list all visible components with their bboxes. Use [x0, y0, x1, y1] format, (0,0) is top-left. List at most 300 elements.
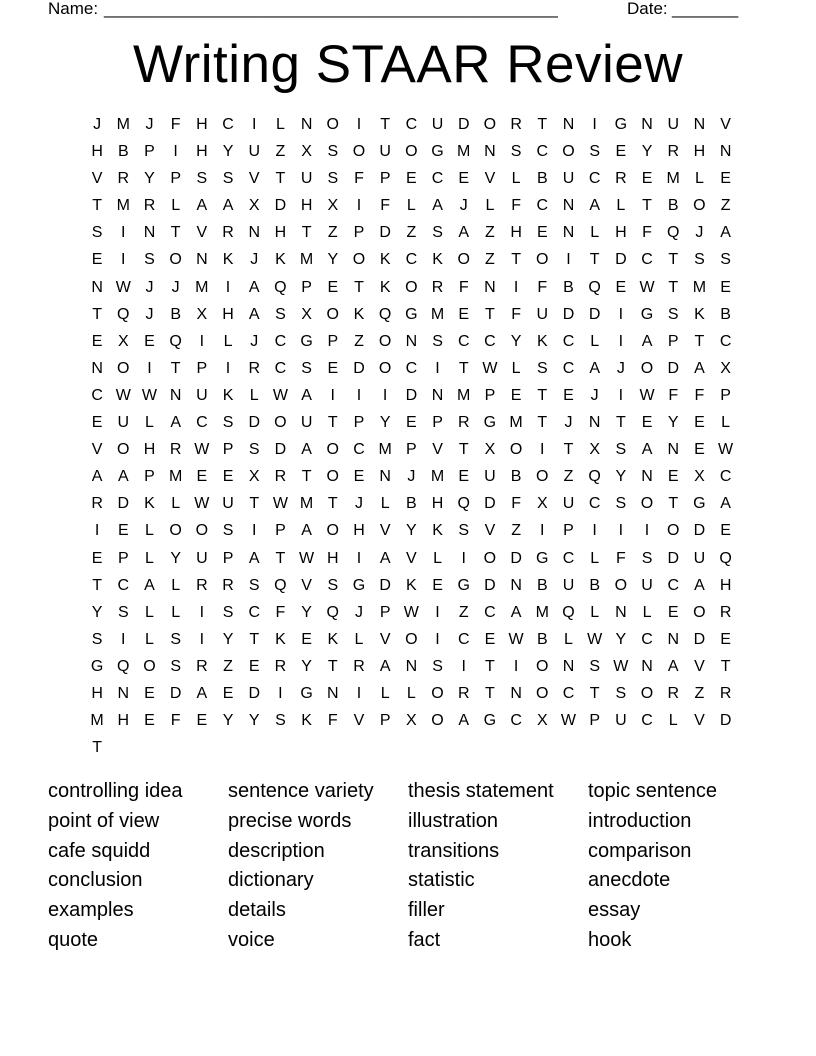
- word-list-item: controlling idea: [48, 780, 183, 802]
- grid-letter: N: [562, 657, 575, 675]
- grid-letter: I: [356, 386, 362, 404]
- grid-letter: K: [301, 712, 312, 730]
- grid-letter: H: [143, 441, 156, 459]
- grid-letter: X: [536, 712, 548, 730]
- grid-letter: V: [91, 170, 103, 188]
- grid-letter: W: [508, 630, 524, 648]
- grid-letter: R: [457, 414, 470, 432]
- grid-letter: C: [562, 359, 575, 377]
- grid-letter: A: [641, 441, 653, 459]
- grid-letter: V: [432, 441, 443, 459]
- grid-letter: D: [248, 414, 260, 432]
- grid-letter: X: [117, 332, 129, 350]
- grid-letter: A: [248, 278, 260, 296]
- grid-letter: A: [694, 359, 705, 377]
- grid-letter: R: [274, 657, 287, 675]
- grid-letter: R: [143, 197, 156, 215]
- grid-letter: D: [484, 576, 496, 594]
- grid-letter: M: [90, 712, 104, 730]
- grid-letter: O: [666, 522, 680, 540]
- grid-letter: S: [615, 495, 627, 513]
- grid-letter: N: [169, 386, 182, 404]
- grid-letter: R: [196, 657, 208, 675]
- grid-letter: I: [382, 386, 388, 404]
- grid-letter: Y: [615, 630, 627, 648]
- grid-letter: K: [144, 495, 155, 513]
- grid-letter: T: [249, 630, 260, 648]
- grid-letter: K: [406, 576, 417, 594]
- grid-letter: D: [457, 116, 470, 133]
- grid-letter: Y: [667, 414, 679, 432]
- grid-letter: L: [275, 116, 285, 133]
- grid-letter: I: [147, 359, 152, 377]
- grid-letter: O: [536, 657, 549, 675]
- grid-letter: Y: [406, 522, 417, 540]
- grid-letter: O: [509, 441, 523, 459]
- grid-letter: W: [194, 441, 210, 459]
- grid-letter: T: [563, 441, 574, 459]
- grid-letter: U: [196, 386, 208, 404]
- grid-letter: S: [720, 251, 731, 269]
- grid-letter: S: [432, 332, 443, 350]
- grid-letter: K: [379, 278, 391, 296]
- grid-letter: E: [91, 251, 103, 269]
- grid-letter: J: [250, 332, 259, 350]
- grid-letter: R: [91, 495, 103, 513]
- grid-letter: O: [352, 251, 366, 269]
- grid-letter: Q: [719, 549, 732, 567]
- grid-letter: I: [566, 251, 571, 269]
- grid-letter: L: [485, 197, 495, 215]
- grid-letter: I: [618, 305, 624, 323]
- grid-letter: T: [720, 657, 731, 675]
- grid-letter: U: [300, 414, 313, 432]
- grid-letter: K: [275, 251, 286, 269]
- grid-letter: U: [562, 170, 575, 188]
- grid-letter: N: [327, 684, 339, 702]
- grid-letter: R: [431, 278, 444, 296]
- grid-letter: D: [353, 359, 365, 377]
- grid-letter: S: [275, 305, 286, 323]
- grid-letter: E: [641, 414, 653, 432]
- grid-letter: R: [667, 143, 679, 161]
- grid-letter: P: [720, 386, 731, 404]
- grid-letter: T: [537, 414, 548, 432]
- grid-letter: I: [540, 441, 545, 459]
- grid-letter: N: [405, 657, 418, 675]
- grid-letter: G: [405, 305, 418, 323]
- grid-letter: L: [590, 549, 600, 567]
- grid-letter: H: [91, 143, 103, 161]
- grid-letter: T: [301, 224, 312, 242]
- grid-letter: T: [301, 468, 312, 486]
- grid-letter: E: [327, 359, 339, 377]
- grid-letter: D: [615, 251, 627, 269]
- grid-letter: N: [641, 657, 653, 675]
- grid-letter: L: [616, 197, 626, 215]
- grid-letter: E: [458, 305, 470, 323]
- grid-letter: T: [380, 116, 391, 133]
- grid-letter: O: [640, 684, 654, 702]
- grid-letter: T: [485, 305, 495, 323]
- grid-letter: B: [170, 305, 181, 323]
- grid-letter: G: [90, 657, 104, 675]
- grid-letter: S: [144, 251, 155, 269]
- grid-letter: L: [511, 359, 521, 377]
- grid-letter: L: [171, 495, 181, 513]
- grid-letter: E: [458, 468, 470, 486]
- grid-letter: V: [694, 657, 705, 675]
- grid-letter: B: [117, 143, 129, 161]
- word-list-item: sentence variety: [228, 780, 374, 802]
- grid-letter: K: [222, 251, 234, 269]
- grid-letter: Q: [588, 468, 601, 486]
- grid-letter: F: [275, 603, 286, 621]
- grid-letter: P: [301, 278, 312, 296]
- grid-letter: I: [173, 143, 178, 161]
- grid-letter: E: [144, 712, 155, 730]
- grid-letter: L: [171, 197, 181, 215]
- grid-letter: I: [461, 549, 466, 567]
- grid-letter: Z: [458, 603, 469, 621]
- grid-letter: D: [588, 305, 601, 323]
- grid-letter: N: [667, 441, 679, 459]
- grid-letter: G: [614, 116, 628, 133]
- grid-letter: Q: [274, 576, 287, 594]
- grid-letter: S: [432, 657, 443, 675]
- grid-letter: R: [615, 170, 627, 188]
- grid-letter: N: [615, 603, 627, 621]
- grid-letter: E: [144, 332, 155, 350]
- grid-letter: X: [484, 441, 496, 459]
- grid-letter: S: [327, 143, 339, 161]
- letter-grid: [84, 111, 739, 761]
- grid-letter: G: [640, 305, 654, 323]
- grid-letter: X: [589, 441, 600, 459]
- grid-letter: F: [615, 549, 626, 567]
- grid-letter: R: [196, 576, 208, 594]
- grid-letter: T: [537, 386, 548, 404]
- grid-letter: H: [353, 522, 365, 540]
- grid-letter: C: [641, 630, 653, 648]
- grid-letter: C: [405, 359, 418, 377]
- grid-letter: T: [327, 495, 338, 513]
- grid-letter: A: [248, 549, 260, 567]
- grid-letter: P: [379, 712, 391, 730]
- date-blank: _______: [672, 0, 739, 18]
- grid-letter: H: [431, 495, 444, 513]
- grid-letter: H: [196, 116, 208, 133]
- grid-letter: V: [484, 170, 496, 188]
- grid-letter: O: [562, 143, 575, 161]
- grid-letter: C: [536, 143, 549, 161]
- grid-letter: F: [537, 278, 548, 296]
- grid-letter: B: [536, 576, 548, 594]
- grid-letter: E: [301, 630, 312, 648]
- grid-letter: N: [562, 116, 575, 133]
- grid-letter: D: [484, 495, 496, 513]
- grid-letter: X: [301, 143, 312, 161]
- grid-letter: A: [248, 305, 260, 323]
- word-list-item: hook: [588, 928, 632, 951]
- grid-letter: U: [222, 495, 234, 513]
- grid-letter: Z: [223, 657, 233, 675]
- word-list-item: point of view: [48, 809, 160, 832]
- grid-letter: C: [562, 332, 575, 350]
- grid-letter: T: [668, 278, 679, 296]
- grid-letter: T: [589, 684, 600, 702]
- grid-letter: E: [694, 414, 705, 432]
- grid-letter: D: [667, 549, 679, 567]
- grid-letter: I: [225, 359, 231, 377]
- grid-letter: L: [145, 549, 154, 567]
- grid-letter: O: [614, 576, 628, 594]
- grid-letter: Z: [511, 522, 521, 540]
- grid-letter: O: [536, 684, 549, 702]
- grid-letter: P: [484, 386, 496, 404]
- grid-letter: S: [327, 170, 339, 188]
- grid-letter: A: [458, 712, 470, 730]
- grid-letter: J: [616, 359, 625, 377]
- grid-letter: Z: [563, 468, 574, 486]
- grid-letter: Y: [327, 251, 339, 269]
- grid-letter: O: [405, 143, 418, 161]
- grid-letter: L: [380, 684, 390, 702]
- grid-letter: F: [354, 170, 364, 188]
- grid-letter: O: [431, 684, 444, 702]
- grid-letter: Y: [248, 712, 260, 730]
- grid-letter: W: [403, 603, 419, 621]
- grid-letter: W: [194, 495, 210, 513]
- grid-letter: L: [171, 603, 181, 621]
- grid-letter: A: [222, 197, 234, 215]
- word-list-item: description: [228, 839, 325, 862]
- grid-letter: S: [222, 414, 234, 432]
- grid-letter: V: [406, 549, 417, 567]
- grid-letter: O: [405, 630, 418, 648]
- grid-letter: G: [483, 712, 497, 730]
- grid-letter: L: [590, 224, 600, 242]
- grid-letter: W: [115, 386, 131, 404]
- grid-letter: U: [536, 305, 549, 323]
- grid-letter: A: [301, 386, 312, 404]
- word-list-item: cafe squidd: [48, 839, 151, 862]
- grid-letter: A: [379, 549, 391, 567]
- grid-letter: S: [170, 630, 181, 648]
- grid-letter: P: [275, 522, 286, 540]
- grid-letter: I: [513, 657, 519, 675]
- grid-letter: T: [694, 332, 705, 350]
- grid-letter: P: [353, 224, 365, 242]
- grid-letter: S: [196, 170, 208, 188]
- grid-letter: W: [639, 386, 655, 404]
- grid-letter: P: [589, 712, 600, 730]
- grid-letter: H: [327, 549, 339, 567]
- grid-letter: O: [274, 414, 287, 432]
- grid-letter: G: [483, 414, 497, 432]
- grid-letter: E: [720, 170, 731, 188]
- grid-letter: C: [117, 576, 130, 594]
- grid-letter: S: [327, 576, 339, 594]
- grid-letter: V: [353, 712, 365, 730]
- grid-letter: H: [274, 224, 287, 242]
- grid-letter: P: [667, 332, 679, 350]
- grid-letter: C: [457, 630, 470, 648]
- grid-letter: D: [510, 549, 522, 567]
- grid-letter: T: [589, 251, 600, 269]
- grid-letter: J: [407, 468, 416, 486]
- grid-letter: H: [196, 143, 208, 161]
- grid-letter: C: [484, 603, 496, 621]
- grid-letter: B: [510, 468, 522, 486]
- grid-letter: B: [536, 170, 548, 188]
- grid-letter: S: [117, 603, 129, 621]
- word-list-item: introduction: [588, 809, 692, 832]
- grid-letter: T: [668, 495, 679, 513]
- grid-letter: B: [536, 630, 548, 648]
- grid-letter: E: [196, 712, 208, 730]
- grid-letter: J: [250, 251, 259, 269]
- grid-letter: L: [668, 712, 678, 730]
- grid-letter: Y: [91, 603, 103, 621]
- grid-letter: C: [353, 441, 365, 459]
- grid-letter: Q: [326, 603, 339, 621]
- grid-letter: I: [461, 657, 466, 675]
- grid-letter: I: [513, 278, 519, 296]
- grid-letter: S: [91, 224, 103, 242]
- grid-letter: C: [457, 332, 470, 350]
- grid-letter: J: [93, 116, 102, 133]
- grid-letter: C: [431, 170, 444, 188]
- word-list-item: topic sentence: [588, 780, 717, 802]
- word-list-item: essay: [588, 899, 641, 922]
- grid-letter: A: [667, 657, 679, 675]
- grid-letter: J: [145, 278, 154, 296]
- grid-letter: S: [248, 441, 260, 459]
- grid-letter: Y: [510, 332, 522, 350]
- grid-letter: D: [562, 305, 575, 323]
- grid-letter: U: [117, 414, 130, 432]
- grid-letter: Z: [327, 224, 338, 242]
- grid-letter: H: [117, 712, 130, 730]
- grid-letter: Y: [222, 143, 234, 161]
- grid-letter: N: [693, 116, 706, 133]
- grid-letter: D: [379, 224, 391, 242]
- grid-letter: F: [642, 224, 652, 242]
- grid-letter: E: [222, 468, 234, 486]
- grid-letter: C: [196, 414, 208, 432]
- grid-letter: V: [379, 630, 391, 648]
- grid-letter: Q: [117, 305, 130, 323]
- grid-letter: L: [145, 522, 154, 540]
- grid-letter: U: [562, 495, 575, 513]
- grid-letter: N: [641, 116, 653, 133]
- grid-letter: S: [615, 441, 627, 459]
- grid-letter: N: [196, 251, 208, 269]
- grid-letter: O: [640, 495, 654, 513]
- grid-letter: T: [511, 251, 521, 269]
- grid-letter: N: [484, 143, 496, 161]
- grid-letter: T: [92, 197, 102, 215]
- word-list-item: conclusion: [48, 869, 143, 892]
- grid-letter: R: [274, 468, 287, 486]
- grid-letter: C: [248, 603, 260, 621]
- grid-letter: I: [618, 522, 624, 540]
- grid-letter: L: [590, 332, 600, 350]
- grid-letter: N: [300, 116, 313, 133]
- grid-letter: G: [300, 332, 313, 350]
- grid-letter: E: [91, 414, 103, 432]
- grid-letter: O: [117, 359, 130, 377]
- grid-letter: I: [540, 522, 545, 540]
- grid-letter: X: [720, 359, 731, 377]
- word-list-item: thesis statement: [408, 780, 554, 802]
- grid-letter: M: [457, 386, 471, 404]
- word-list-item: examples: [48, 899, 134, 922]
- grid-letter: I: [356, 197, 362, 215]
- grid-letter: N: [510, 684, 522, 702]
- grid-letter: S: [589, 657, 600, 675]
- grid-letter: P: [379, 170, 391, 188]
- grid-letter: S: [222, 603, 234, 621]
- grid-letter: P: [563, 522, 574, 540]
- grid-letter: L: [171, 576, 181, 594]
- grid-letter: D: [693, 522, 706, 540]
- grid-letter: E: [222, 684, 234, 702]
- grid-letter: M: [430, 305, 445, 323]
- grid-letter: J: [171, 278, 180, 296]
- grid-letter: Y: [144, 170, 155, 188]
- grid-letter: L: [642, 603, 652, 621]
- grid-letter: M: [168, 468, 183, 486]
- grid-letter: A: [720, 224, 731, 242]
- grid-letter: O: [326, 522, 339, 540]
- grid-letter: C: [405, 251, 418, 269]
- grid-letter: I: [121, 251, 126, 269]
- grid-letter: I: [592, 116, 597, 133]
- grid-letter: E: [720, 630, 731, 648]
- grid-letter: M: [299, 495, 314, 513]
- grid-letter: F: [170, 712, 181, 730]
- grid-letter: O: [431, 712, 444, 730]
- grid-letter: N: [719, 143, 732, 161]
- grid-letter: G: [457, 576, 470, 594]
- grid-letter: M: [116, 197, 130, 215]
- grid-letter: J: [590, 386, 599, 404]
- grid-letter: I: [199, 630, 205, 648]
- grid-letter: N: [484, 278, 496, 296]
- grid-letter: G: [693, 495, 706, 513]
- grid-letter: E: [406, 414, 417, 432]
- grid-letter: O: [536, 468, 549, 486]
- grid-letter: V: [196, 224, 208, 242]
- grid-letter: T: [615, 414, 626, 432]
- grid-letter: T: [249, 495, 260, 513]
- grid-letter: M: [666, 170, 680, 188]
- grid-letter: U: [379, 143, 391, 161]
- grid-letter: V: [379, 522, 391, 540]
- grid-letter: I: [435, 603, 440, 621]
- grid-letter: C: [588, 495, 601, 513]
- grid-letter: Z: [485, 251, 495, 269]
- grid-letter: C: [405, 116, 418, 133]
- grid-letter: Z: [406, 224, 417, 242]
- grid-letter: C: [641, 712, 653, 730]
- grid-letter: F: [458, 278, 469, 296]
- grid-letter: W: [718, 441, 734, 459]
- grid-letter: D: [719, 712, 732, 730]
- grid-letter: C: [667, 576, 679, 594]
